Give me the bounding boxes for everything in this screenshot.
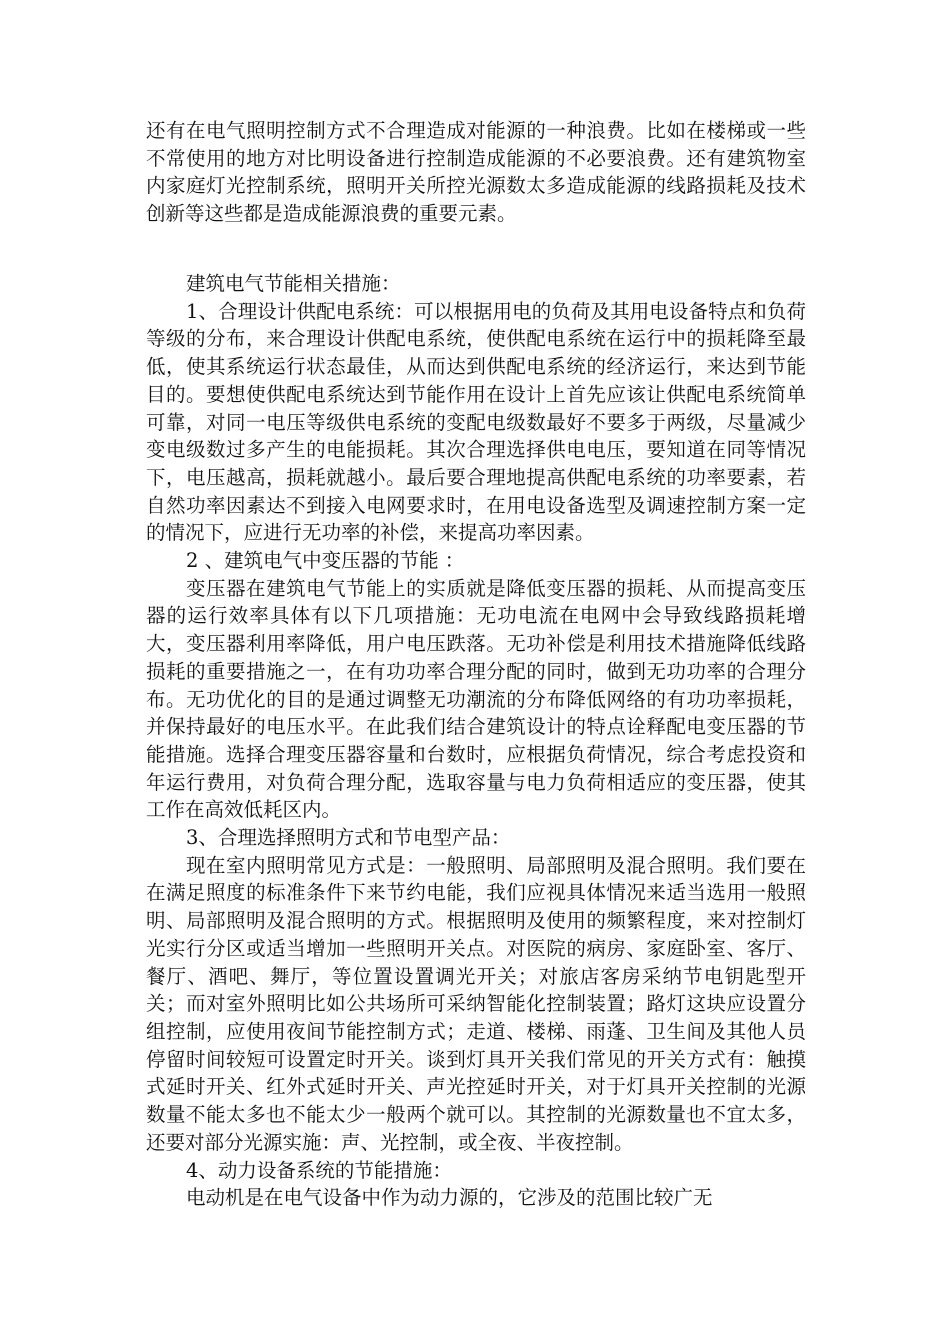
- energy-saving-measures-section: [146, 270, 806, 1212]
- item-1-paragraph: 1、合理设计供配电系统：可以根据用电的负荷及其用电设备特点和负荷等级的分布，来合理设计供配电系统，使供配电系统在运行中的损耗降至最低，使其系统运行状态最佳，从而达到供配电系统的经济运行，来达到节能目的。要想使供配电系统达到节能作用在设计上首先应该让供配电系统简单可靠，对同一电压等级供电系统的变配电级数最好不要多于两级，尽量减少变电级数过多产生的电能损耗。其次合理选择供电电压，要知道在同等情况下，电压越高，损耗就越小。最后要合理地提高供配电系统的功率要素，若自然功率因素达不到接入电网要求时，在用电设备选型及调速控制方案一定的情况下，应进行无功率的补偿，来提高功率因素。: [146, 299, 806, 545]
- item-4-paragraph: 电动机是在电气设备中作为动力源的，它涉及的范围比较广无: [186, 1186, 713, 1210]
- intro-section: [146, 117, 806, 228]
- item-3-paragraph: 现在室内照明常见方式是：一般照明、局部照明及混合照明。我们要在在满足照度的标准条件下来节约电能，我们应视具体情况来适当选用一般照明、局部照明及混合照明的方式。根据照明及使用的频繁程度，来对控制灯光实行分区或适当增加一些照明开关点。对医院的病房、家庭卧室、客厅、餐厅、酒吧、舞厅，等位置设置调光开关；对旅店客房采纳节电钥匙型开关；而对室外照明比如公共场所可采纳智能化控制装置；路灯这块应设置分组控制，应使用夜间节能控制方式；走道、楼梯、雨蓬、卫生间及其他人员停留时间较短可设置定时开关。谈到灯具开关我们常见的开关方式有：触摸式延时开关、红外式延时开关、声光控延时开关，对于灯具开关控制的光源数量不能太多也不能太少一般两个就可以。其控制的光源数量也不宜太多，还要对部分光源实施：声、光控制，或全夜、半夜控制。: [146, 853, 806, 1154]
- item-2-paragraph: 变压器在建筑电气节能上的实质就是降低变压器的损耗、从而提高变压器的运行效率具体有以下几项措施：无功电流在电网中会导致线路损耗增大，变压器利用率降低，用户电压跌落。无功补偿是利用技术措施降低线路损耗的重要措施之一，在有功功率合理分配的同时，做到无功功率的合理分布。无功优化的目的是通过调整无功潮流的分布降低网络的有功功率损耗，并保持最好的电压水平。在此我们结合建筑设计的特点诠释配电变压器的节能措施。选择合理变压器容量和台数时，应根据负荷情况，综合考虑投资和年运行费用，对负荷合理分配，选取容量与电力负荷相适应的变压器，使其工作在高效低耗区内。: [146, 576, 806, 822]
- item-3-heading: 3、合理选择照明方式和节电型产品：: [186, 826, 511, 850]
- section-heading: 建筑电气节能相关措施：: [186, 272, 401, 295]
- intro-paragraph: 还有在电气照明控制方式不合理造成对能源的一种浪费。比如在楼梯或一些不常使用的地方对比明设备进行控制造成能源的不必要浪费。还有建筑物室内家庭灯光控制系统，照明开关所控光源数太多造成能源的线路损耗及技术创新等这些都是造成能源浪费的重要元素。: [146, 119, 806, 226]
- item-2-heading: 2 、建筑电气中变压器的节能 ：: [186, 549, 465, 573]
- item-4-heading: 4、动力设备系统的节能措施：: [186, 1158, 452, 1182]
